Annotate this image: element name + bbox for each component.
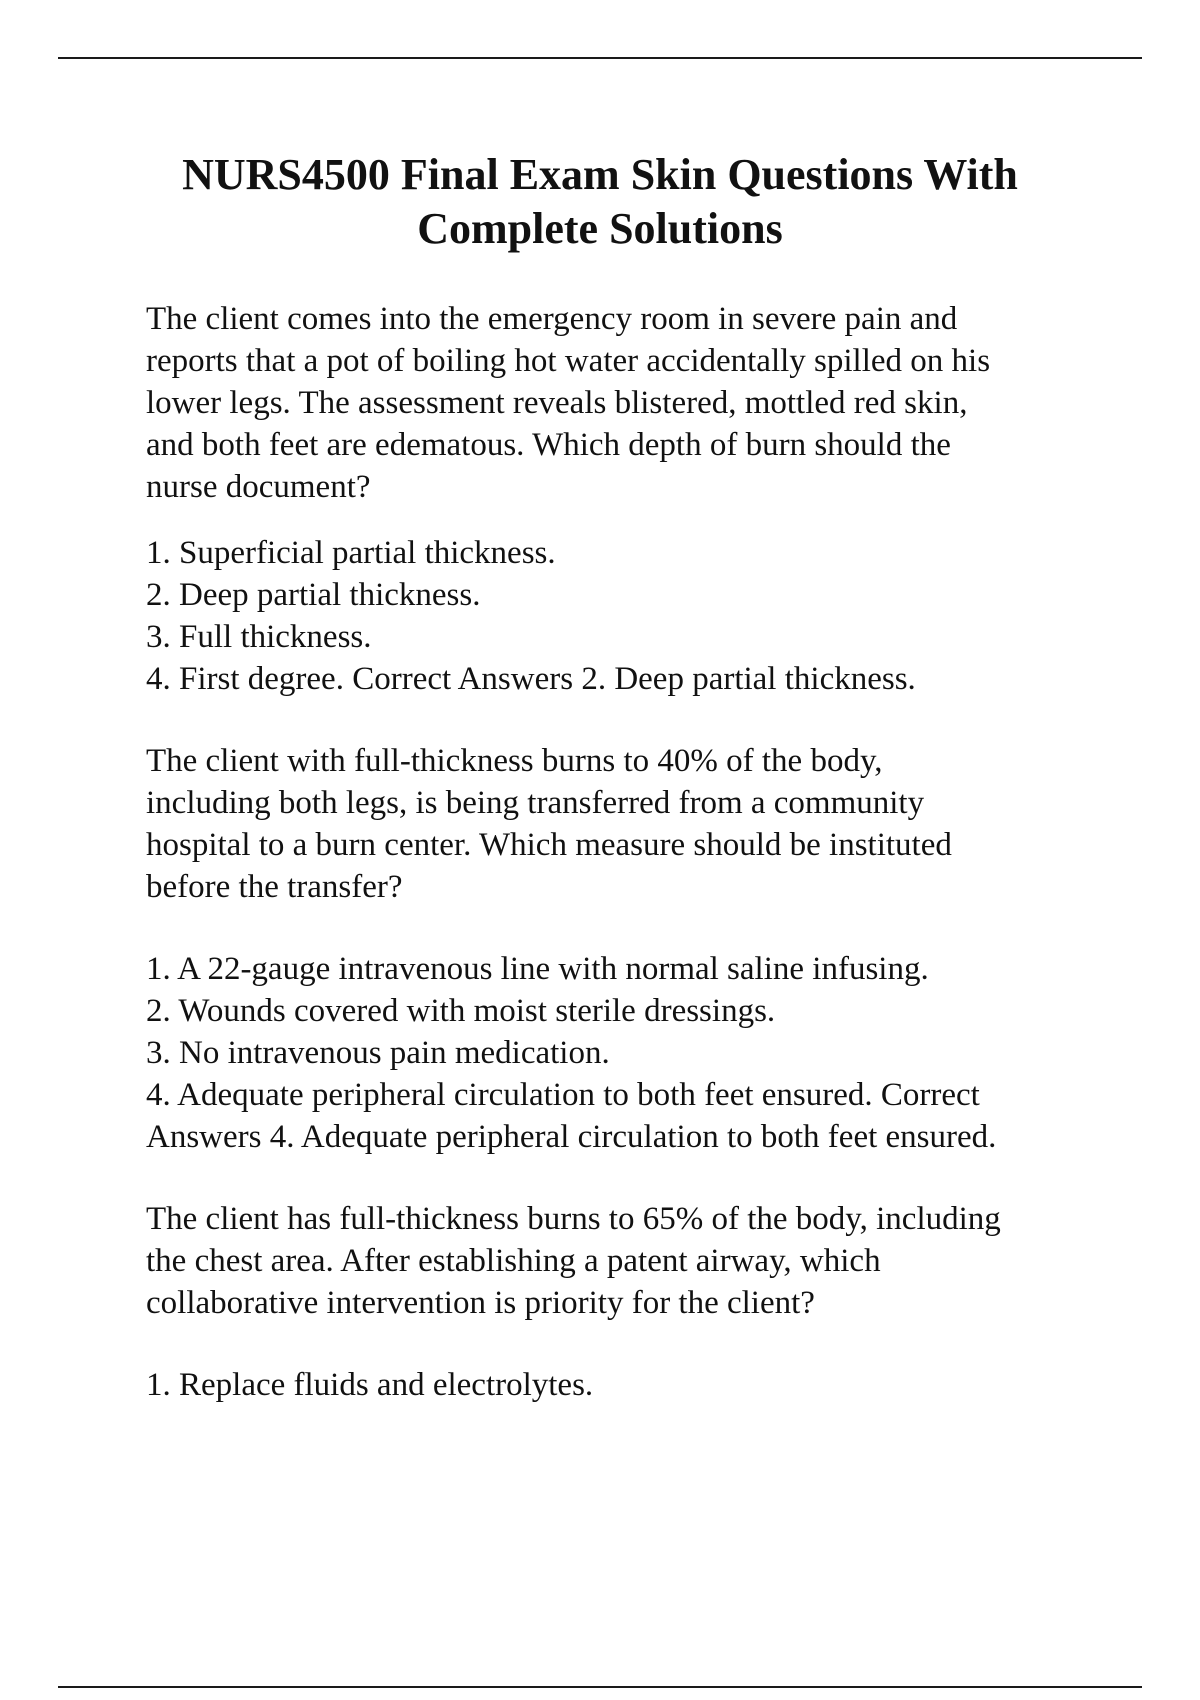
text-line: hospital to a burn center. Which measure should be instituted bbox=[146, 827, 952, 863]
text-line: reports that a pot of boiling hot water accidentally spilled on his bbox=[146, 343, 991, 379]
option-line: 3. Full thickness. bbox=[146, 619, 372, 655]
question-1-stem bbox=[146, 298, 1146, 508]
option-line: 1. Replace fluids and electrolytes. bbox=[146, 1367, 594, 1403]
text-line: lower legs. The assessment reveals blistered, mottled red skin, bbox=[146, 385, 968, 421]
text-line: and both feet are edematous. Which depth of burn should the bbox=[146, 427, 951, 463]
text-line: including both legs, is being transferred from a community bbox=[146, 785, 925, 821]
option-line: Answers 4. Adequate peripheral circulation to both feet ensured. bbox=[146, 1119, 997, 1155]
question-2-options bbox=[146, 948, 1146, 1158]
question-1-options bbox=[146, 532, 1146, 700]
text-line: before the transfer? bbox=[146, 869, 403, 905]
option-line: 1. A 22-gauge intravenous line with normal saline infusing. bbox=[146, 951, 929, 987]
question-3-stem bbox=[146, 1198, 1146, 1324]
text-line: the chest area. After establishing a patent airway, which bbox=[146, 1243, 881, 1279]
question-3-options bbox=[146, 1364, 1146, 1406]
text-line: The client has full-thickness burns to 65% of the body, including bbox=[146, 1201, 1001, 1237]
text-line: The client comes into the emergency room in severe pain and bbox=[146, 301, 958, 337]
option-line: 2. Wounds covered with moist sterile dressings. bbox=[146, 993, 776, 1029]
option-line: 4. Adequate peripheral circulation to both feet ensured. Correct bbox=[146, 1077, 980, 1113]
title-line: Complete Solutions bbox=[417, 204, 783, 253]
option-line: 1. Superficial partial thickness. bbox=[146, 535, 556, 571]
bottom-rule bbox=[58, 1686, 1142, 1688]
option-line: 2. Deep partial thickness. bbox=[146, 577, 481, 613]
text-line: nurse document? bbox=[146, 469, 371, 505]
top-rule bbox=[58, 57, 1142, 59]
question-2-stem bbox=[146, 740, 1146, 908]
text-line: collaborative intervention is priority for the client? bbox=[146, 1285, 815, 1321]
option-line: 3. No intravenous pain medication. bbox=[146, 1035, 610, 1071]
document-title bbox=[58, 148, 1142, 256]
option-line: 4. First degree. Correct Answers 2. Deep partial thickness. bbox=[146, 661, 916, 697]
document-body bbox=[146, 298, 1146, 1406]
title-line: NURS4500 Final Exam Skin Questions With bbox=[182, 150, 1018, 199]
text-line: The client with full-thickness burns to 40% of the body, bbox=[146, 743, 883, 779]
